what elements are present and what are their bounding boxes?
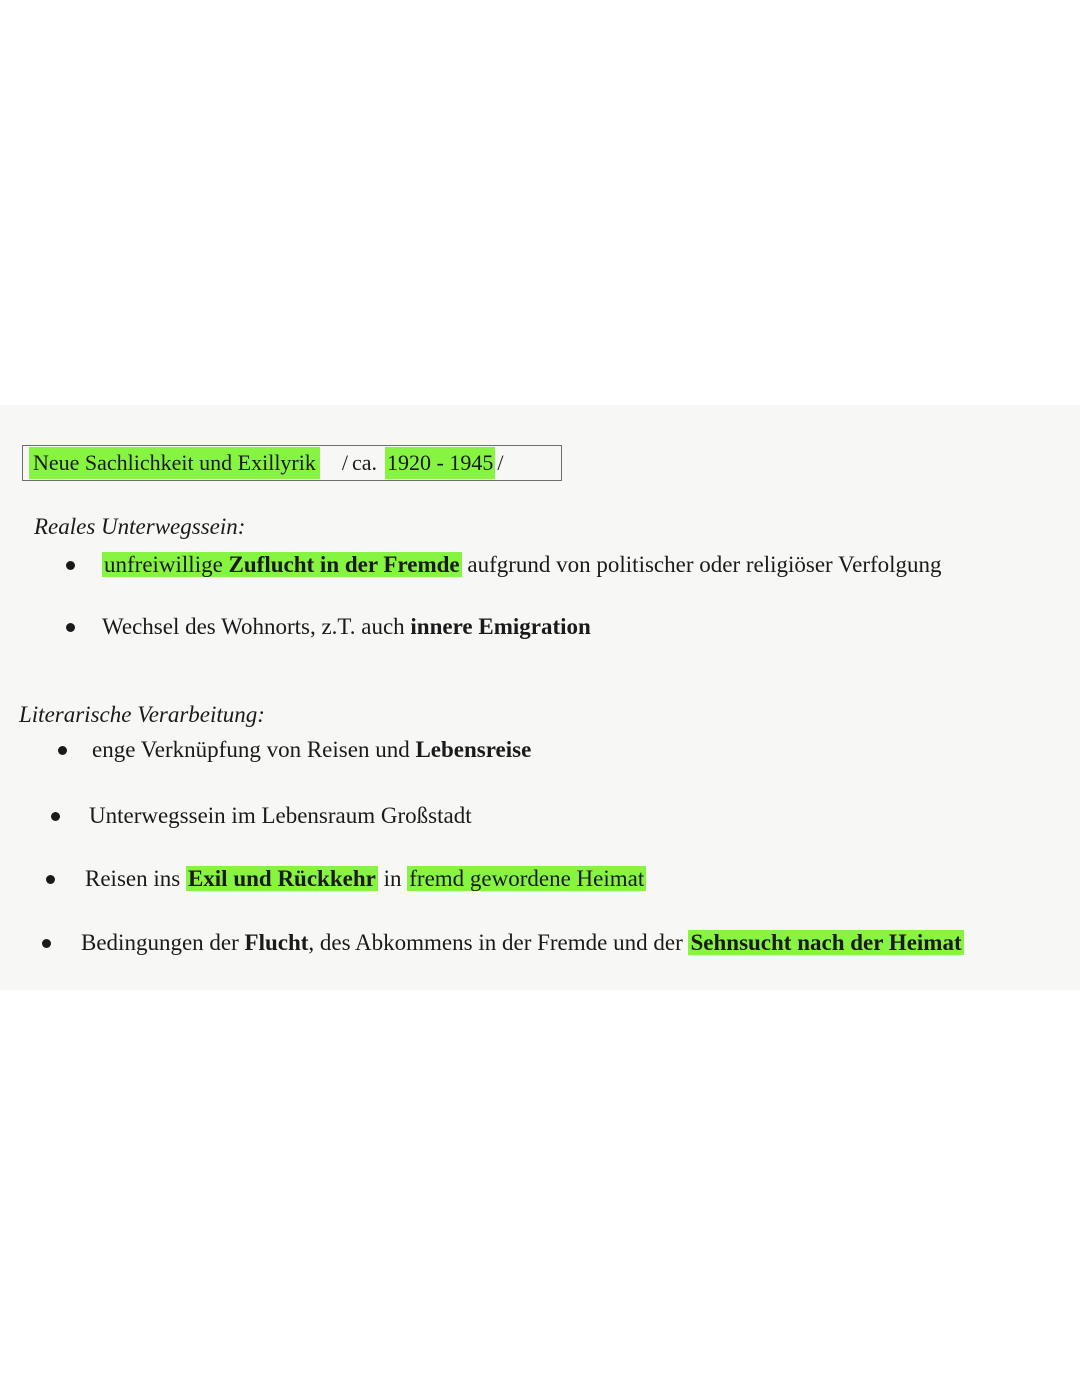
title-box	[22, 445, 562, 481]
list-item: unfreiwillige Zuflucht in der Fremde aufgrund von politischer oder religiöser Verfolgung	[66, 552, 942, 578]
list-item: Bedingungen der Flucht, des Abkommens in der Fremde und der Sehnsucht nach der Heimat	[42, 930, 964, 956]
title-end-slash: /	[497, 450, 504, 475]
title-years: 1920 - 1945	[385, 447, 495, 479]
bullet-icon	[66, 561, 75, 570]
title-separator: /	[341, 450, 348, 475]
bullet-icon	[46, 875, 55, 884]
bullet-icon	[42, 939, 51, 948]
list-item: Unterwegssein im Lebensraum Großstadt	[51, 803, 472, 829]
bullet-icon	[66, 623, 75, 632]
list-item: enge Verknüpfung von Reisen und Lebensreise	[58, 737, 531, 763]
bullet-icon	[51, 812, 60, 821]
list-item: Wechsel des Wohnorts, z.T. auch innere Emigration	[66, 614, 591, 640]
section-heading-literarische: Literarische Verarbeitung:	[19, 702, 265, 727]
bullet-icon	[58, 746, 67, 755]
title-ca: ca.	[352, 450, 378, 475]
highlighted-phrase: unfreiwillige Zuflucht in der Fremde	[104, 552, 460, 577]
highlighted-phrase: Sehnsucht nach der Heimat	[690, 930, 962, 955]
list-item: Reisen ins Exil und Rückkehr in fremd gewordene Heimat	[46, 866, 646, 892]
title-text: Neue Sachlichkeit und Exillyrik	[29, 447, 320, 479]
highlighted-phrase: Exil und Rückkehr	[187, 866, 376, 891]
paper-sheet	[0, 405, 1080, 990]
section-heading-reales: Reales Unterwegssein:	[34, 514, 246, 539]
highlighted-phrase: fremd gewordene Heimat	[409, 866, 645, 891]
